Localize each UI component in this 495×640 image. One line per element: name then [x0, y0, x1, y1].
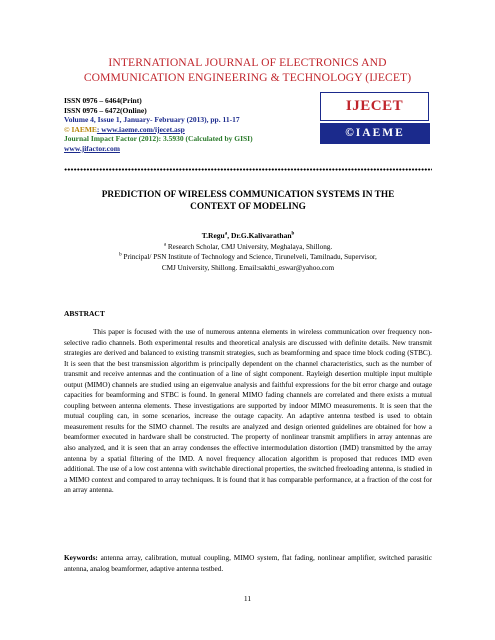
authors [64, 231, 432, 240]
journal-title-line2: COMMUNICATION ENGINEERING & TECHNOLOGY (IJECET) [83, 71, 412, 84]
affiliation-b-sup: b [119, 252, 122, 258]
keywords [64, 553, 432, 574]
paper-title-line2: CONTEXT OF MODELING [190, 202, 306, 212]
affiliation-b-line2: CMJ University, Shillong. Email:sakthi_eswar@yahoo.com [161, 263, 335, 272]
paper-title-line1: PREDICTION OF WIRELESS COMMUNICATION SYSTEMS IN THE [101, 190, 395, 200]
affiliation-a-text: Research Scholar, CMJ University, Meghalaya, Shillong. [167, 243, 333, 251]
ijecet-logo: IJECET [320, 92, 429, 121]
author-1: T.Regu [201, 231, 225, 240]
author-2-sup: b [291, 231, 295, 237]
keywords-text: antenna array, calibration, mutual coupling, MIMO system, flat fading, nonlinear amplifier, switched parasitic antenna, analog beamformer, adaptive antenna testbed. [64, 554, 432, 573]
iaeme-copyright: © IAEME [64, 124, 97, 134]
keywords-label: Keywords: [64, 554, 98, 562]
issn-print: ISSN 0976 – 6464(Print) [64, 96, 142, 105]
journal-info-block [64, 96, 324, 154]
volume-issue: Volume 4, Issue 1, January- February (2013), pp. 11-17 [64, 115, 240, 125]
page-number: 11 [243, 594, 252, 603]
impact-factor: Journal Impact Factor (2012): 3.5930 (Calculated by GISI) [64, 134, 253, 144]
dotted-divider [64, 168, 432, 171]
affiliation-a [64, 242, 432, 252]
journal-title [20, 55, 475, 85]
website-line [64, 125, 324, 135]
journal-title-line1: INTERNATIONAL JOURNAL OF ELECTRONICS AND [108, 56, 387, 69]
affiliation-b-line1: Principal/ PSN Institute of Technology and Science, Tirunelveli, Tamilnadu, Supervisor, [123, 253, 377, 262]
iaeme-logo: ©IAEME [320, 123, 430, 144]
author-separator: , Dr.G.Kalivarathan [227, 231, 292, 240]
abstract-text: This paper is focused with the use of numerous antenna elements in wireless communication over frequency non-selective radio channels. Both experimental results and theoretical analysis are discussed with definite details. New transmit strategies are derived and balanced to existing transmit strategies, such as beamforming and space time block coding (STBC). It is seen that the best transmission algorithm is principally dependent on the channel characteristics, such as the number of transmit and receive antennas and the continuation of a line of sight component. Rayleigh desertion multiple input multiple output (MIMO) channels are studied using an eigenvalue analysis and faithful expressions for the bit error charge and outage capacities for beamforming and STBC is found. In general MIMO fading channels are correlated and there exists a mutual coupling between antenna elements. These investigations are supported by indoor MIMO measurements. It is seen that the mutual coupling can, in some scenarios, increase the outage capacity. An adaptive antenna testbed is used to obtain measurement results for the SIMO channel. The results are analyzed and design oriented guidelines are obtained for how a beamformer executed in hardware shall be constructed. The property of nonlinear transmit amplifiers in array antennas are also analyzed, and it is seen that an array condenses the effective intermodulation distortion (IMD) transmitted by the array antenna by a spatial filtering of the IMD. A novel frequency allocation algorithm is proposed that reduces IMD even additional. The use of a low cost antenna with switchable directional properties, the switched freeloading antenna, is studied in a MIMO context and compared to array techniques. It is found that it has comparable performance, at a fraction of the cost for an array antenna. [64, 328, 432, 495]
issn-online: ISSN 0976 – 6472(Online) [64, 105, 147, 115]
affiliations [64, 242, 432, 273]
paper-title [64, 189, 432, 213]
jifactor-link[interactable]: www.jifactor.com [64, 143, 120, 153]
affiliation-b [64, 252, 432, 262]
website-link[interactable]: : www.iaeme.com/ijecet.asp [96, 124, 185, 134]
affiliation-a-sup: a [163, 242, 167, 248]
author-1-sup: a [224, 231, 228, 237]
abstract-heading: ABSTRACT [64, 309, 105, 318]
